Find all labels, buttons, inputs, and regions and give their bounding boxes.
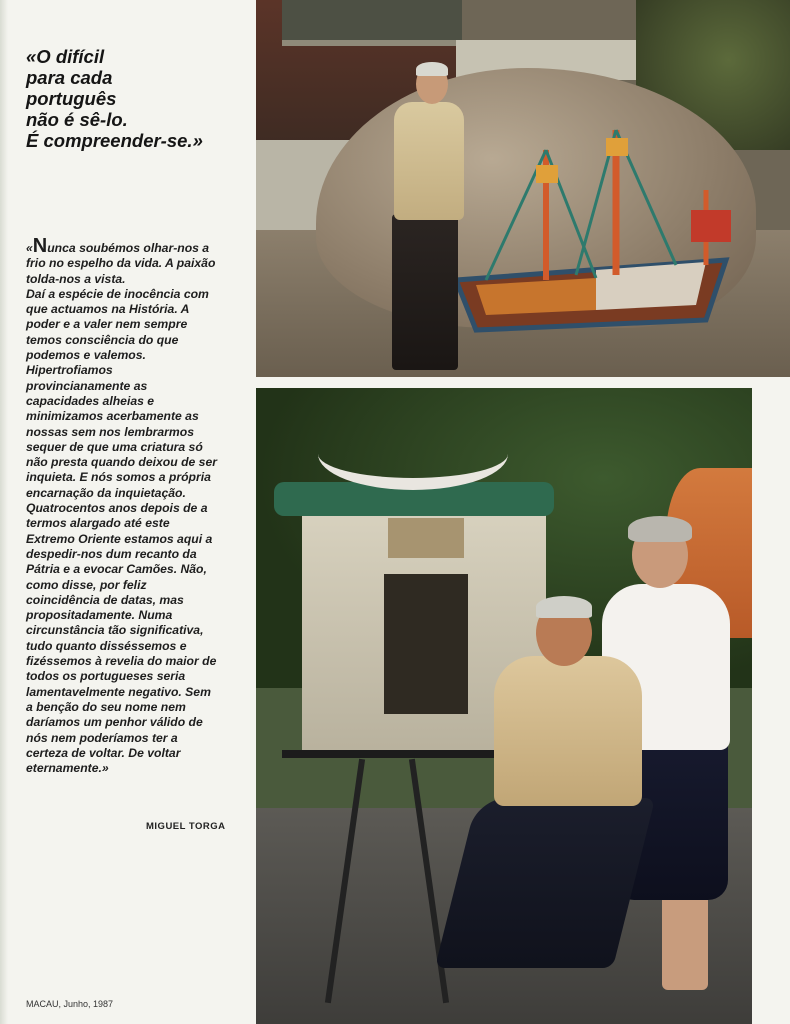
photo-woman-legs [662, 894, 708, 990]
photo-table-top [282, 750, 496, 758]
photo-temple-plaque [388, 518, 464, 558]
page-footer: MACAU, Junho, 1987 [26, 999, 114, 1009]
body-text: unca soubémos olhar-nos a frio no espelho da vida. A paixão tolda-nos a vista. Daí a espécie de inocência com que actuamos na História. A poder e a valer nem sempre temos consciência do que podemos e valemos. Hipertrofiamos provincianamente as capacidades alheias e minimizamos acerbamente as nossas sem nos lembrarmos sequer de que uma criatura só não presta quando deixou de ser inquieta. E nós somos a própria encarnação da inquietação. Quatrocentos anos depois de a termos alargado até este Extremo Oriente estamos aqui a despedir-nos dum recanto da Pátria e a evocar Camões. Não, como disse, por feliz coincidência de datas, mas propositadamente. Numa circunstância tão significativa, tudo quanto disséssemos e fizéssemos à revelia do maior de todos os portugueses seria lamentavelmente negativo. Sem a benção do seu nome nem daríamos um penhor válido de nós nem poderíamos ter a certeza de voltar. De voltar eternamente.» [26, 241, 217, 776]
photo-man-jacket [494, 656, 642, 806]
photo-couple-at-temple [256, 388, 752, 1024]
article-body [26, 235, 242, 776]
photo-woman-hair [628, 516, 692, 542]
photo-roof-ornament [318, 418, 508, 490]
photo-man-legs [392, 214, 458, 370]
pull-quote: «O difícil para cada português não é sê-lo. É compreender-se.» [26, 46, 203, 151]
photo-man-hair [416, 62, 448, 76]
photo-temple-doorway [384, 574, 468, 714]
photo-man-by-rock-ship [256, 0, 790, 377]
body-open-quote: « [26, 241, 33, 255]
author-signature: MIGUEL TORGA [146, 821, 226, 832]
photo-man-jacket [394, 102, 464, 220]
page-edge [0, 0, 8, 1024]
drop-cap: N [32, 235, 48, 257]
ship-carving-illustration [446, 110, 746, 340]
photo-temple-roof [282, 0, 462, 46]
text-column [26, 0, 248, 1024]
photo-man-hair [536, 596, 592, 618]
